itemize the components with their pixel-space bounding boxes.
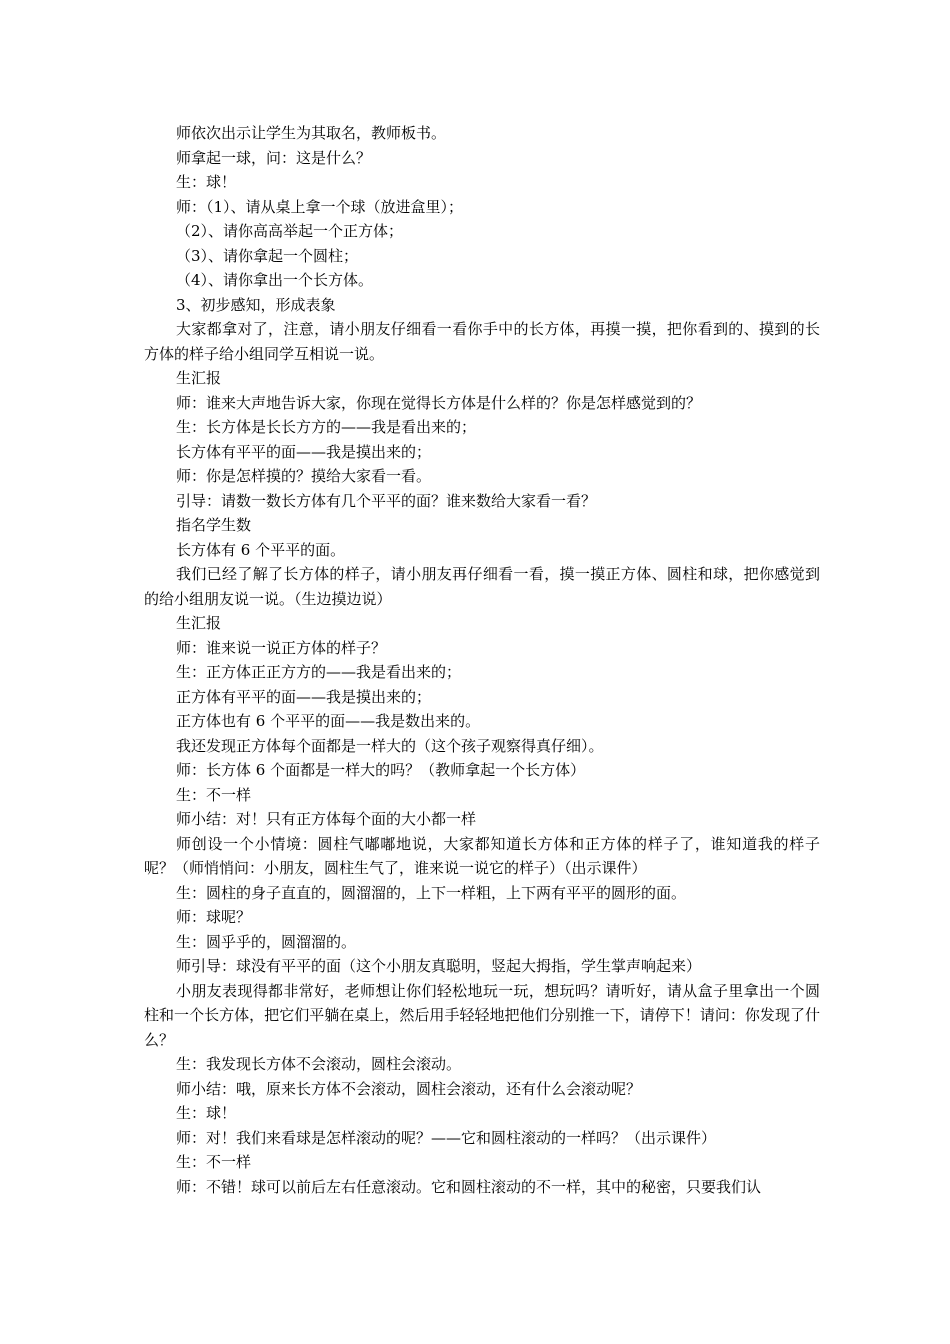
- paragraph: 引导：请数一数长方体有几个平平的面？谁来数给大家看一看？: [176, 491, 597, 510]
- paragraph: 生：正方体正正方方的——我是看出来的；: [176, 663, 462, 681]
- paragraph: 我还发现正方体每个面都是一样大的（这个孩子观察得真仔细）。: [176, 736, 604, 755]
- paragraph: 长方体有 6 个平平的面。: [176, 540, 346, 559]
- paragraph: 长方体有平平的面——我是摸出来的；: [176, 442, 432, 461]
- paragraph: 正方体有平平的面——我是摸出来的；: [176, 687, 432, 706]
- paragraph: 生：长方体是长长方方的——我是看出来的；: [176, 418, 477, 436]
- paragraph: 生：球！: [176, 1104, 237, 1122]
- paragraph: 大家都拿对了，注意，请小朋友仔细看一看你手中的长方体，再摸一摸，把你看到的、摸到的长方体的样子给小组同学互相说一说。: [144, 320, 820, 363]
- document-body: [144, 121, 820, 1199]
- paragraph: 师拿起一球，问：这是什么？: [176, 148, 372, 167]
- paragraph: 生：圆柱的身子直直的，圆溜溜的，上下一样粗，上下两有平平的圆形的面。: [176, 883, 687, 902]
- paragraph: 师：（1）、请从桌上拿一个球（放进盒里）；: [176, 197, 464, 216]
- paragraph: 生：圆乎乎的，圆溜溜的。: [176, 932, 357, 951]
- paragraph: 生：不一样: [176, 1153, 252, 1171]
- paragraph: 师：谁来说一说正方体的样子？: [176, 638, 387, 657]
- paragraph: 我们已经了解了长方体的样子，请小朋友再仔细看一看，摸一摸正方体、圆柱和球，把你感觉到的给小组朋友说一说。（生边摸边说）: [144, 565, 820, 608]
- paragraph: 生汇报: [176, 614, 222, 632]
- paragraph: 师：谁来大声地告诉大家，你现在觉得长方体是什么样的？你是怎样感觉到的？: [176, 393, 702, 412]
- paragraph: 指名学生数: [176, 516, 252, 534]
- paragraph: 师：不错！球可以前后左右任意滚动。它和圆柱滚动的不一样，其中的秘密，只要我们认: [176, 1177, 762, 1196]
- paragraph: 师：对！我们来看球是怎样滚动的呢？——它和圆柱滚动的一样吗？（出示课件）: [176, 1128, 717, 1147]
- paragraph: 师：球呢？: [176, 908, 252, 926]
- paragraph: 师依次出示让学生为其取名，教师板书。: [176, 124, 447, 142]
- paragraph: 师小结：对！只有正方体每个面的大小都一样: [176, 810, 477, 828]
- paragraph: 师：你是怎样摸的？摸给大家看一看。: [176, 467, 432, 485]
- paragraph: 师：长方体 6 个面都是一样大的吗？（教师拿起一个长方体）: [176, 761, 586, 779]
- paragraph: 师创设一个小情境：圆柱气嘟嘟地说，大家都知道长方体和正方体的样子了，谁知道我的样子呢？（师悄悄问：小朋友，圆柱生气了，谁来说一说它的样子）（出示课件）: [144, 834, 820, 877]
- paragraph: 生：我发现长方体不会滚动，圆柱会滚动。: [176, 1055, 462, 1073]
- paragraph: （3）、请你拿起一个圆柱；: [176, 246, 359, 265]
- paragraph: 师引导：球没有平平的面（这个小朋友真聪明，竖起大拇指，学生掌声响起来）: [176, 957, 702, 975]
- paragraph: 生：球！: [176, 173, 237, 191]
- paragraph: （2）、请你高高举起一个正方体；: [176, 222, 404, 240]
- paragraph: 小朋友表现得都非常好，老师想让你们轻松地玩一玩，想玩吗？请听好，请从盒子里拿出一个圆柱和一个长方体，把它们平躺在桌上，然后用手轻轻地把他们分别推一下，请停下！请问：你发现了什么？: [144, 981, 820, 1049]
- paragraph: 生：不一样: [176, 785, 252, 804]
- paragraph: 3、初步感知，形成表象: [176, 295, 336, 314]
- paragraph: 正方体也有 6 个平平的面——我是数出来的。: [176, 712, 481, 730]
- paragraph: 生汇报: [176, 369, 222, 387]
- paragraph: 师小结：哦，原来长方体不会滚动，圆柱会滚动，还有什么会滚动呢？: [176, 1079, 642, 1098]
- paragraph: （4）、请你拿出一个长方体。: [176, 271, 374, 289]
